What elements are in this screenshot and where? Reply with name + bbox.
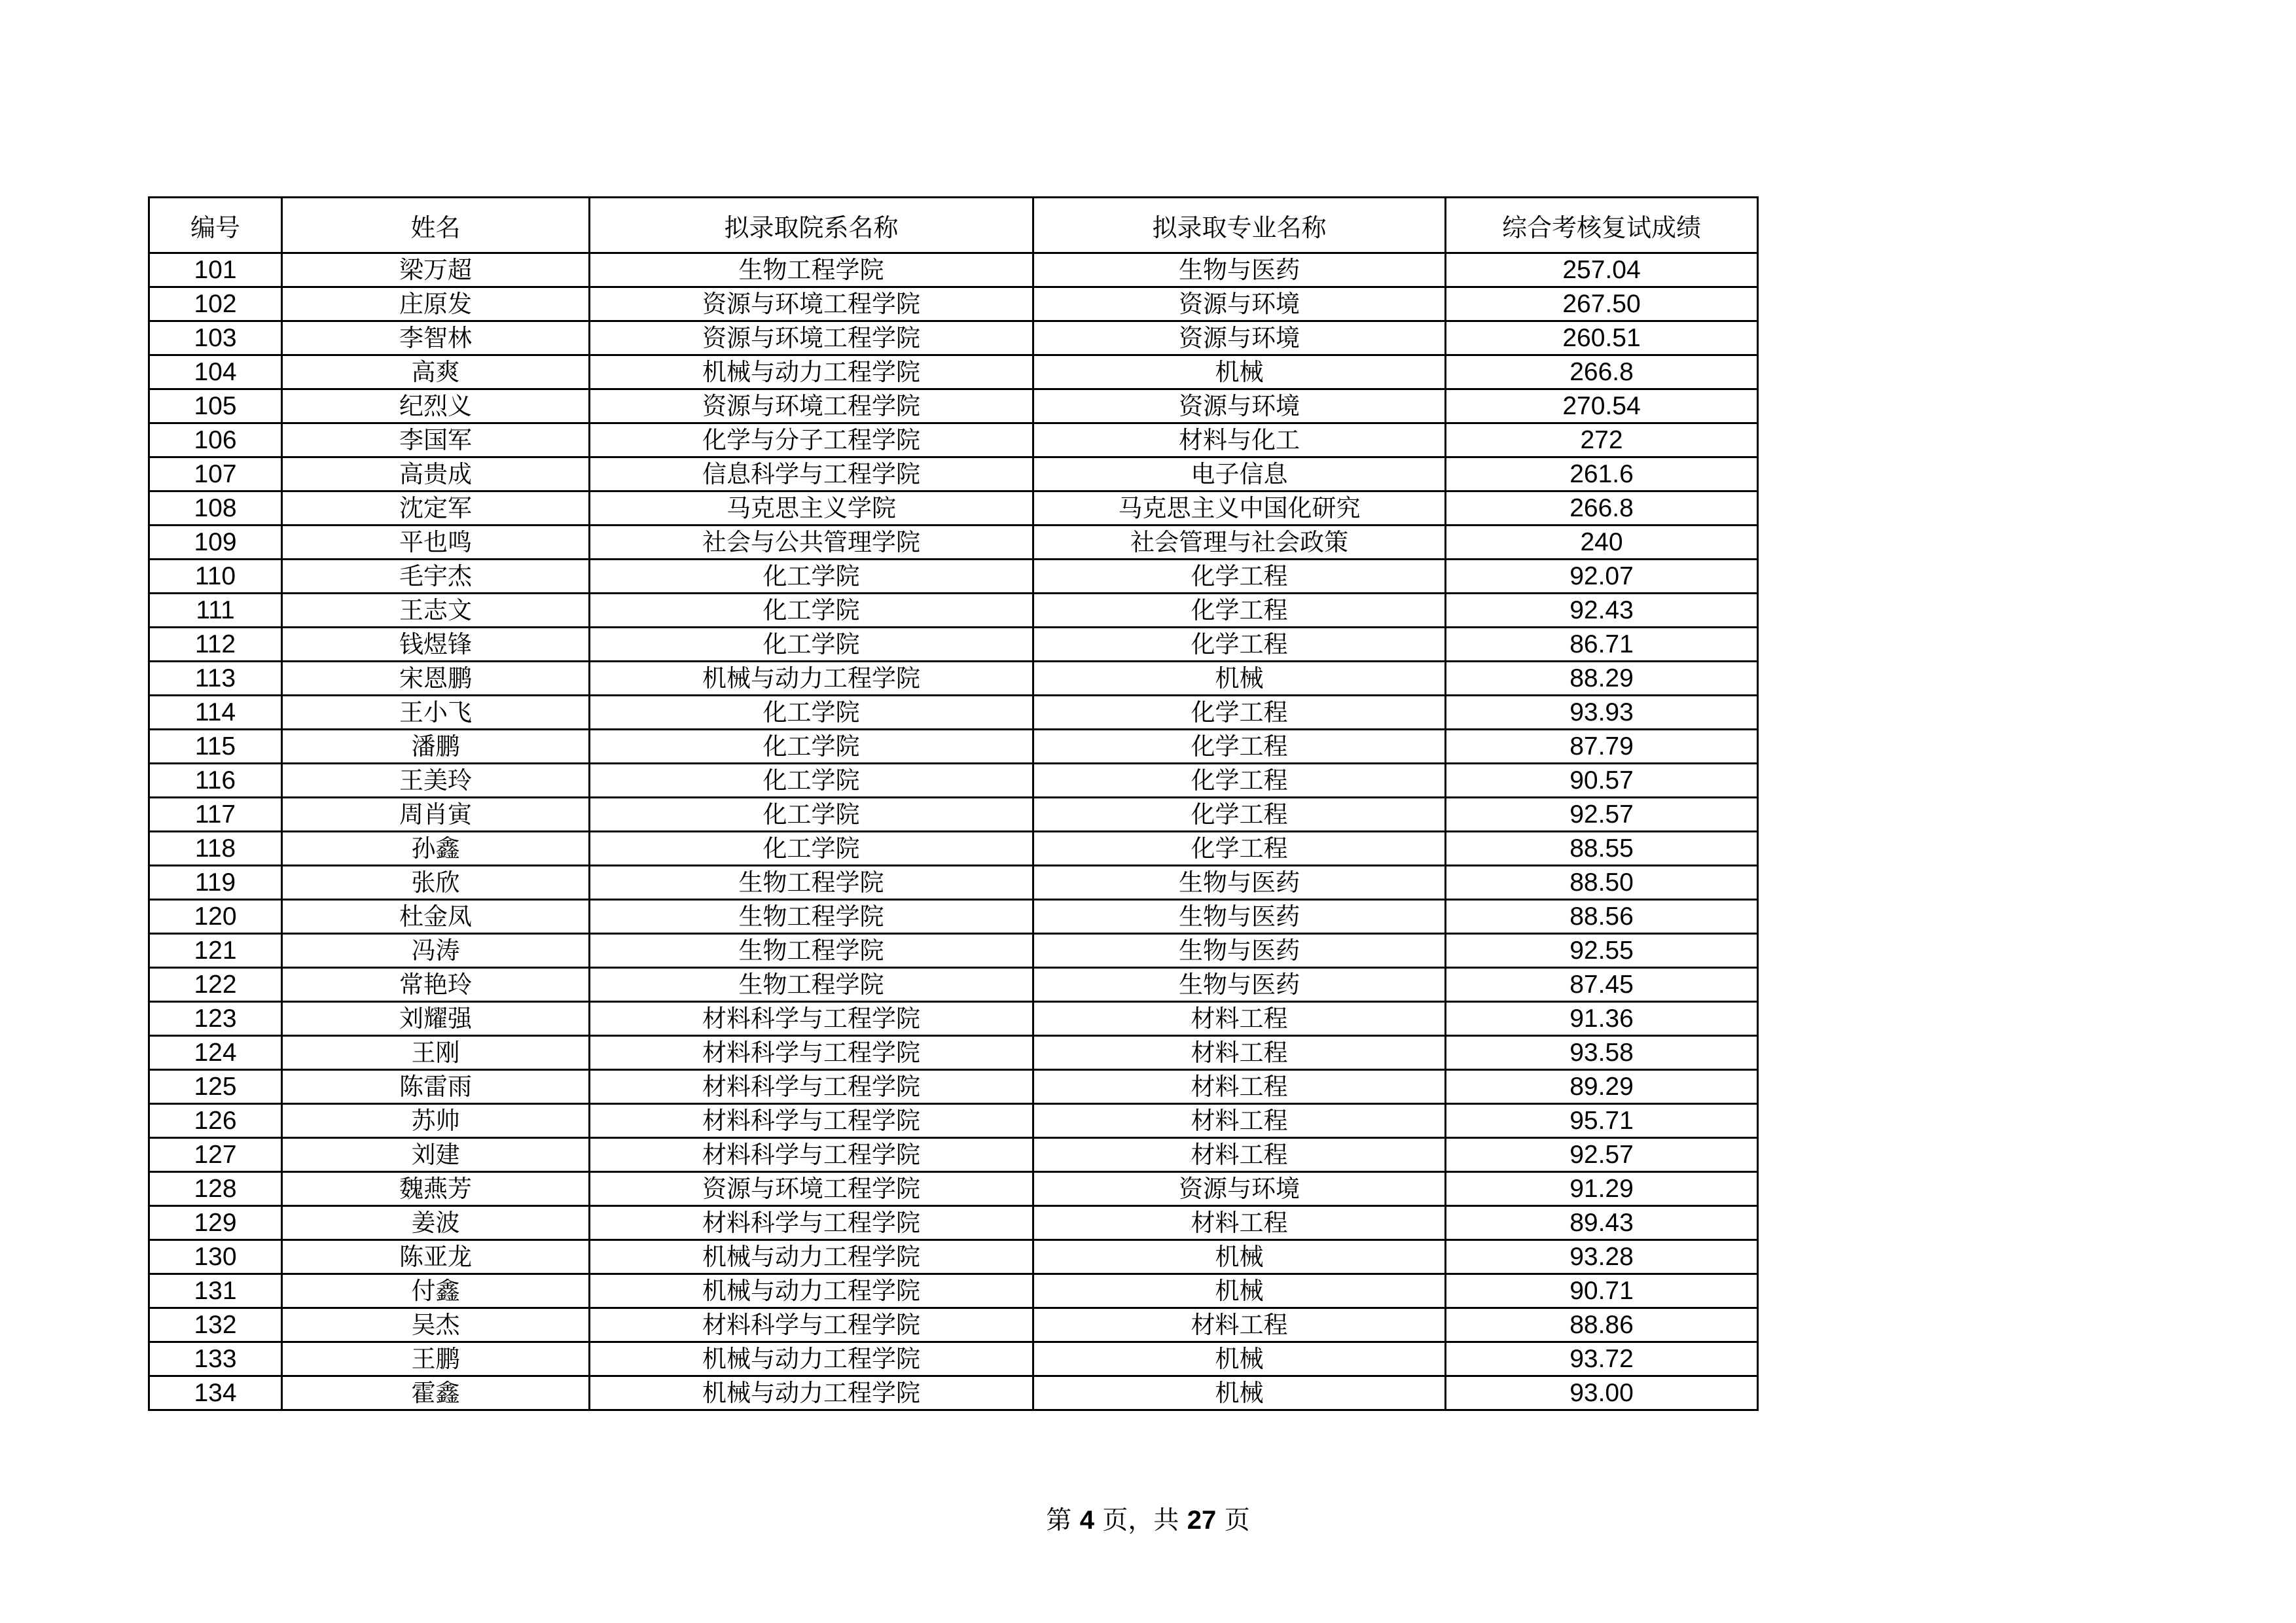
cell-college: 机械与动力工程学院	[590, 1342, 1033, 1376]
cell-id: 102	[149, 287, 282, 321]
cell-score: 87.79	[1446, 730, 1758, 764]
cell-major: 机械	[1033, 1376, 1446, 1410]
cell-score: 89.29	[1446, 1070, 1758, 1104]
page-footer	[0, 1500, 2296, 1537]
table-row	[149, 662, 1758, 696]
table-row	[149, 628, 1758, 662]
table-row	[149, 866, 1758, 900]
cell-name: 陈亚龙	[282, 1240, 590, 1274]
cell-major: 机械	[1033, 1342, 1446, 1376]
cell-college: 化工学院	[590, 764, 1033, 798]
cell-id: 108	[149, 491, 282, 526]
table-row	[149, 1206, 1758, 1240]
cell-id: 110	[149, 560, 282, 594]
cell-score: 87.45	[1446, 968, 1758, 1002]
table-row	[149, 560, 1758, 594]
cell-score: 266.8	[1446, 491, 1758, 526]
cell-major: 材料工程	[1033, 1104, 1446, 1138]
table-row	[149, 1240, 1758, 1274]
table-row	[149, 1274, 1758, 1308]
cell-college: 材料科学与工程学院	[590, 1036, 1033, 1070]
cell-major: 电子信息	[1033, 457, 1446, 491]
cell-id: 134	[149, 1376, 282, 1410]
cell-major: 机械	[1033, 662, 1446, 696]
cell-name: 庄原发	[282, 287, 590, 321]
cell-name: 梁万超	[282, 253, 590, 287]
cell-score: 86.71	[1446, 628, 1758, 662]
cell-major: 生物与医药	[1033, 934, 1446, 968]
cell-college: 化工学院	[590, 696, 1033, 730]
cell-name: 常艳玲	[282, 968, 590, 1002]
cell-id: 116	[149, 764, 282, 798]
cell-score: 93.93	[1446, 696, 1758, 730]
cell-college: 材料科学与工程学院	[590, 1070, 1033, 1104]
cell-college: 材料科学与工程学院	[590, 1002, 1033, 1036]
cell-id: 130	[149, 1240, 282, 1274]
cell-id: 106	[149, 423, 282, 457]
cell-score: 270.54	[1446, 389, 1758, 423]
cell-name: 王鹏	[282, 1342, 590, 1376]
cell-name: 付鑫	[282, 1274, 590, 1308]
table-row	[149, 1002, 1758, 1036]
table-row	[149, 696, 1758, 730]
footer-total-pages: 27	[1187, 1506, 1217, 1535]
cell-name: 沈定军	[282, 491, 590, 526]
cell-id: 119	[149, 866, 282, 900]
cell-name: 苏帅	[282, 1104, 590, 1138]
cell-college: 生物工程学院	[590, 866, 1033, 900]
cell-college: 机械与动力工程学院	[590, 1240, 1033, 1274]
cell-major: 材料工程	[1033, 1138, 1446, 1172]
cell-name: 潘鹏	[282, 730, 590, 764]
cell-score: 92.07	[1446, 560, 1758, 594]
footer-prefix: 第	[1046, 1506, 1072, 1535]
cell-major: 机械	[1033, 1274, 1446, 1308]
cell-college: 材料科学与工程学院	[590, 1206, 1033, 1240]
cell-score: 240	[1446, 526, 1758, 560]
cell-major: 资源与环境	[1033, 1172, 1446, 1206]
table-row	[149, 934, 1758, 968]
table-row	[149, 730, 1758, 764]
table-body	[149, 253, 1758, 1410]
cell-college: 化工学院	[590, 628, 1033, 662]
table-row	[149, 1342, 1758, 1376]
cell-college: 化工学院	[590, 560, 1033, 594]
cell-name: 王刚	[282, 1036, 590, 1070]
cell-score: 92.55	[1446, 934, 1758, 968]
cell-id: 122	[149, 968, 282, 1002]
cell-name: 刘耀强	[282, 1002, 590, 1036]
cell-name: 高爽	[282, 355, 590, 389]
cell-id: 125	[149, 1070, 282, 1104]
cell-college: 机械与动力工程学院	[590, 662, 1033, 696]
cell-name: 李国军	[282, 423, 590, 457]
cell-score: 267.50	[1446, 287, 1758, 321]
cell-college: 马克思主义学院	[590, 491, 1033, 526]
footer-mid: 页，共	[1102, 1506, 1179, 1535]
cell-id: 115	[149, 730, 282, 764]
cell-college: 资源与环境工程学院	[590, 321, 1033, 355]
cell-score: 89.43	[1446, 1206, 1758, 1240]
cell-college: 生物工程学院	[590, 934, 1033, 968]
cell-name: 周肖寅	[282, 798, 590, 832]
cell-score: 88.55	[1446, 832, 1758, 866]
cell-major: 资源与环境	[1033, 389, 1446, 423]
cell-name: 张欣	[282, 866, 590, 900]
cell-name: 姜波	[282, 1206, 590, 1240]
cell-score: 93.58	[1446, 1036, 1758, 1070]
cell-major: 化学工程	[1033, 628, 1446, 662]
cell-college: 生物工程学院	[590, 253, 1033, 287]
cell-college: 信息科学与工程学院	[590, 457, 1033, 491]
admission-table	[148, 196, 1759, 1411]
table-row	[149, 457, 1758, 491]
cell-score: 93.72	[1446, 1342, 1758, 1376]
cell-id: 109	[149, 526, 282, 560]
cell-college: 化工学院	[590, 594, 1033, 628]
table-row	[149, 253, 1758, 287]
cell-major: 生物与医药	[1033, 968, 1446, 1002]
cell-name: 王美玲	[282, 764, 590, 798]
table-row	[149, 389, 1758, 423]
cell-major: 化学工程	[1033, 730, 1446, 764]
cell-major: 化学工程	[1033, 764, 1446, 798]
cell-id: 124	[149, 1036, 282, 1070]
cell-college: 资源与环境工程学院	[590, 287, 1033, 321]
cell-major: 化学工程	[1033, 560, 1446, 594]
cell-major: 材料工程	[1033, 1070, 1446, 1104]
cell-major: 材料与化工	[1033, 423, 1446, 457]
footer-current-page: 4	[1079, 1506, 1094, 1535]
cell-score: 91.36	[1446, 1002, 1758, 1036]
cell-score: 90.57	[1446, 764, 1758, 798]
cell-id: 103	[149, 321, 282, 355]
cell-college: 材料科学与工程学院	[590, 1308, 1033, 1342]
cell-major: 机械	[1033, 355, 1446, 389]
cell-name: 魏燕芳	[282, 1172, 590, 1206]
cell-college: 资源与环境工程学院	[590, 1172, 1033, 1206]
cell-major: 马克思主义中国化研究	[1033, 491, 1446, 526]
cell-id: 121	[149, 934, 282, 968]
cell-college: 化工学院	[590, 832, 1033, 866]
cell-score: 92.57	[1446, 798, 1758, 832]
cell-id: 104	[149, 355, 282, 389]
cell-major: 生物与医药	[1033, 900, 1446, 934]
cell-college: 材料科学与工程学院	[590, 1104, 1033, 1138]
cell-college: 机械与动力工程学院	[590, 1274, 1033, 1308]
table-row	[149, 321, 1758, 355]
cell-score: 257.04	[1446, 253, 1758, 287]
table-row	[149, 526, 1758, 560]
cell-id: 107	[149, 457, 282, 491]
cell-id: 113	[149, 662, 282, 696]
cell-id: 129	[149, 1206, 282, 1240]
cell-name: 刘建	[282, 1138, 590, 1172]
cell-name: 霍鑫	[282, 1376, 590, 1410]
cell-college: 化工学院	[590, 798, 1033, 832]
cell-score: 261.6	[1446, 457, 1758, 491]
cell-score: 90.71	[1446, 1274, 1758, 1308]
cell-id: 112	[149, 628, 282, 662]
table-row	[149, 1138, 1758, 1172]
cell-name: 王志文	[282, 594, 590, 628]
header-name: 姓名	[282, 198, 590, 253]
cell-major: 资源与环境	[1033, 287, 1446, 321]
cell-college: 材料科学与工程学院	[590, 1138, 1033, 1172]
table-row	[149, 355, 1758, 389]
cell-major: 化学工程	[1033, 696, 1446, 730]
table-row	[149, 1376, 1758, 1410]
cell-major: 材料工程	[1033, 1206, 1446, 1240]
table-row	[149, 764, 1758, 798]
cell-college: 机械与动力工程学院	[590, 1376, 1033, 1410]
cell-college: 化学与分子工程学院	[590, 423, 1033, 457]
table-row	[149, 968, 1758, 1002]
cell-name: 钱煜锋	[282, 628, 590, 662]
cell-college: 社会与公共管理学院	[590, 526, 1033, 560]
header-row	[149, 198, 1758, 253]
cell-major: 化学工程	[1033, 832, 1446, 866]
cell-major: 化学工程	[1033, 798, 1446, 832]
table-header	[149, 198, 1758, 253]
cell-id: 101	[149, 253, 282, 287]
table-row	[149, 594, 1758, 628]
cell-college: 生物工程学院	[590, 968, 1033, 1002]
cell-id: 114	[149, 696, 282, 730]
cell-id: 118	[149, 832, 282, 866]
cell-id: 120	[149, 900, 282, 934]
cell-college: 化工学院	[590, 730, 1033, 764]
cell-id: 132	[149, 1308, 282, 1342]
cell-id: 133	[149, 1342, 282, 1376]
cell-score: 88.50	[1446, 866, 1758, 900]
cell-name: 高贵成	[282, 457, 590, 491]
cell-major: 机械	[1033, 1240, 1446, 1274]
cell-name: 冯涛	[282, 934, 590, 968]
cell-major: 生物与医药	[1033, 253, 1446, 287]
table-row	[149, 1308, 1758, 1342]
table-row	[149, 1104, 1758, 1138]
cell-name: 李智林	[282, 321, 590, 355]
table-row	[149, 900, 1758, 934]
cell-score: 91.29	[1446, 1172, 1758, 1206]
cell-name: 孙鑫	[282, 832, 590, 866]
cell-score: 88.29	[1446, 662, 1758, 696]
table-row	[149, 798, 1758, 832]
cell-id: 111	[149, 594, 282, 628]
cell-major: 材料工程	[1033, 1002, 1446, 1036]
header-college: 拟录取院系名称	[590, 198, 1033, 253]
cell-score: 92.43	[1446, 594, 1758, 628]
cell-major: 社会管理与社会政策	[1033, 526, 1446, 560]
table-row	[149, 1070, 1758, 1104]
cell-score: 88.56	[1446, 900, 1758, 934]
cell-score: 93.28	[1446, 1240, 1758, 1274]
cell-id: 128	[149, 1172, 282, 1206]
cell-name: 吴杰	[282, 1308, 590, 1342]
cell-id: 123	[149, 1002, 282, 1036]
cell-score: 92.57	[1446, 1138, 1758, 1172]
table-row	[149, 1172, 1758, 1206]
header-id: 编号	[149, 198, 282, 253]
cell-id: 105	[149, 389, 282, 423]
cell-major: 生物与医药	[1033, 866, 1446, 900]
cell-name: 宋恩鹏	[282, 662, 590, 696]
table-row	[149, 832, 1758, 866]
cell-college: 生物工程学院	[590, 900, 1033, 934]
cell-name: 平也鸣	[282, 526, 590, 560]
cell-name: 杜金凤	[282, 900, 590, 934]
table-row	[149, 491, 1758, 526]
cell-name: 纪烈义	[282, 389, 590, 423]
cell-major: 化学工程	[1033, 594, 1446, 628]
cell-college: 机械与动力工程学院	[590, 355, 1033, 389]
cell-score: 95.71	[1446, 1104, 1758, 1138]
cell-id: 131	[149, 1274, 282, 1308]
header-score: 综合考核复试成绩	[1446, 198, 1758, 253]
cell-score: 266.8	[1446, 355, 1758, 389]
header-major: 拟录取专业名称	[1033, 198, 1446, 253]
cell-name: 王小飞	[282, 696, 590, 730]
cell-major: 材料工程	[1033, 1308, 1446, 1342]
cell-name: 毛宇杰	[282, 560, 590, 594]
table-row	[149, 423, 1758, 457]
cell-major: 资源与环境	[1033, 321, 1446, 355]
admission-list-sheet	[148, 196, 1757, 1411]
cell-id: 126	[149, 1104, 282, 1138]
cell-score: 272	[1446, 423, 1758, 457]
table-row	[149, 1036, 1758, 1070]
cell-score: 260.51	[1446, 321, 1758, 355]
cell-name: 陈雷雨	[282, 1070, 590, 1104]
cell-score: 93.00	[1446, 1376, 1758, 1410]
cell-score: 88.86	[1446, 1308, 1758, 1342]
footer-suffix: 页	[1224, 1506, 1250, 1535]
cell-id: 117	[149, 798, 282, 832]
cell-id: 127	[149, 1138, 282, 1172]
cell-major: 材料工程	[1033, 1036, 1446, 1070]
cell-college: 资源与环境工程学院	[590, 389, 1033, 423]
table-row	[149, 287, 1758, 321]
